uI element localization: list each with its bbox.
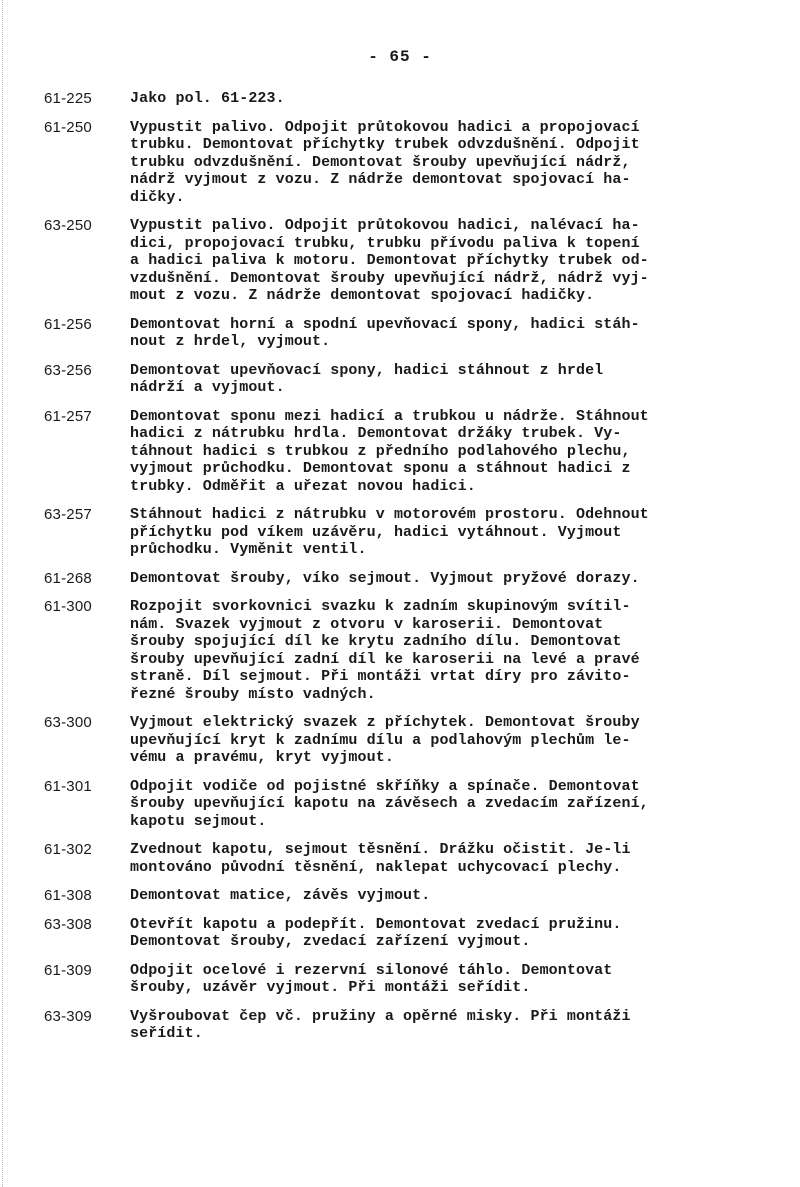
entry-text: Rozpojit svorkovnici svazku k zadním skupinovým svítil- nám. Svazek vyjmout z otvoru v karoserii. Demontovat šrouby spojující díl ke krytu zadního dílu. Demontovat šrouby upevňující zadní díl ke karoserii na levé a pravé straně. Díl sejmout. Při montáži vrtat díry pro závito- řezné šrouby místo vadných. (130, 598, 640, 703)
entry-text: Demontovat sponu mezi hadicí a trubkou u nádrže. Stáhnout hadici z nátrubku hrdla. Demontovat držáky trubek. Vy- táhnout hadici s trubkou z předního podlahového plechu, vyjmout průchodku. Demontovat sponu a stáhnout hadici z trubky. Odměřit a uřezat novou hadici. (130, 407, 649, 495)
entry-code: 61-300 (44, 598, 92, 615)
entry (44, 962, 784, 997)
entry (44, 408, 784, 496)
entry-code: 61-268 (44, 569, 92, 587)
entry-code: 61-301 (44, 777, 92, 795)
entry (44, 841, 784, 876)
entry-text: Demontovat šrouby, víko sejmout. Vyjmout pryžové dorazy. (130, 569, 640, 587)
entry-text: Odpojit vodiče od pojistné skříňky a spínače. Demontovat šrouby upevňující kapotu na závěsech a zvedacím zařízení, kapotu sejmout. (130, 777, 649, 830)
entry-text: Vyšroubovat čep vč. pružiny a opěrné misky. Při montáži seřídit. (130, 1007, 631, 1042)
entry (44, 217, 784, 305)
entry-text: Jako pol. 61-223. (130, 90, 285, 107)
entry-code: 61-225 (44, 90, 92, 107)
entry-code: 61-250 (44, 118, 92, 136)
entry-code: 63-256 (44, 361, 92, 379)
entry-text: Otevřít kapotu a podepřít. Demontovat zvedací pružinu. Demontovat šrouby, zvedací zařízení vyjmout. (130, 915, 622, 950)
entry (44, 362, 784, 397)
entry (44, 887, 784, 905)
page-number: - 65 - (368, 48, 432, 66)
entry-code: 63-308 (44, 915, 92, 933)
entry (44, 1008, 784, 1043)
entry (44, 916, 784, 951)
entry-list (44, 90, 784, 1054)
entry (44, 506, 784, 559)
entry-text: Vypustit palivo. Odpojit průtokovou hadici, nalévací ha- dici, propojovací trubku, trubku přívodu paliva k topení a hadici paliva k motoru. Demontovat příchytky trubek od- vzdušnění. Demontovat šrouby upevňující nádrž, nádrž vyj- mout z vozu. Z nádrže demontovat spojovací hadičky. (130, 217, 649, 304)
entry-code: 61-302 (44, 841, 92, 858)
entry-text: Stáhnout hadici z nátrubku v motorovém prostoru. Odehnout příchytku pod víkem uzávěru, hadici vytáhnout. Vyjmout průchodku. Vyměnit ventil. (130, 506, 649, 558)
entry-code: 61-309 (44, 961, 92, 979)
entry-code: 63-309 (44, 1007, 92, 1025)
entry-code: 61-256 (44, 315, 92, 333)
entry-code: 63-250 (44, 217, 92, 234)
entry-code: 63-257 (44, 506, 92, 523)
entry-text: Demontovat horní a spodní upevňovací spony, hadici stáh- nout z hrdel, vyjmout. (130, 315, 640, 350)
entry (44, 90, 784, 108)
entry-text: Vypustit palivo. Odpojit průtokovou hadici a propojovací trubku. Demontovat příchytky trubek odvzdušnění. Odpojit trubku odvzdušnění. Demontovat šrouby upevňující nádrž, nádrž vyjmout z vozu. Z nádrže demontovat spojovací ha- dičky. (130, 118, 640, 206)
entry-text: Zvednout kapotu, sejmout těsnění. Drážku očistit. Je-li montováno původní těsnění, naklepat uchycovací plechy. (130, 841, 631, 876)
entry (44, 778, 784, 831)
scan-edge (2, 0, 3, 1187)
entry-code: 63-300 (44, 714, 92, 731)
entry (44, 598, 784, 703)
entry (44, 119, 784, 207)
entry (44, 714, 784, 767)
entry-text: Odpojit ocelové i rezervní silonové táhlo. Demontovat šrouby, uzávěr vyjmout. Při montáži seřídit. (130, 961, 613, 996)
entry (44, 316, 784, 351)
entry-text: Demontovat matice, závěs vyjmout. (130, 887, 431, 904)
entry (44, 570, 784, 588)
entry-text: Demontovat upevňovací spony, hadici stáhnout z hrdel nádrží a vyjmout. (130, 361, 604, 396)
entry-text: Vyjmout elektrický svazek z příchytek. Demontovat šrouby upevňující kryt k zadnímu dílu a podlahovým plechům le- vému a pravému, kryt vyjmout. (130, 714, 640, 766)
entry-code: 61-308 (44, 887, 92, 904)
entry-code: 61-257 (44, 407, 92, 425)
